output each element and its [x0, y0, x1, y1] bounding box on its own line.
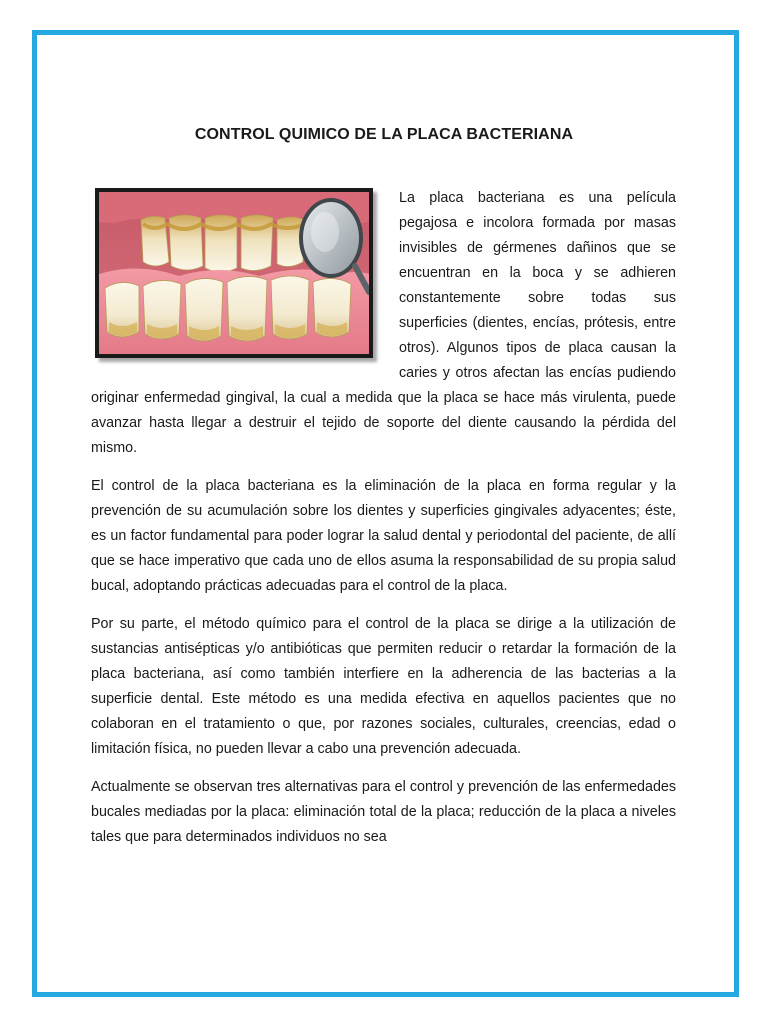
teeth-plaque-image	[99, 192, 369, 354]
paragraph-2: El control de la placa bacteriana es la eliminación de la placa en forma regular y la prevención de su acumulación sobre los dientes y superficies gingivales adyacentes; éste, es un factor fundamental para poder lograr la salud dental y periodontal del paciente, de allí que se hace imperativo que cada uno de ellos asuma la responsabilidad de su propia salud bucal, adoptando prácticas adecuadas para el control de la placa.	[91, 478, 676, 594]
paragraph-4: Actualmente se observan tres alternativas para el control y prevención de las enfermedades bucales mediadas por la placa: eliminación total de la placa; reducción de la placa a niveles tales que para determinados individuos no sea	[91, 779, 676, 845]
teeth-plaque-illustration	[95, 188, 373, 358]
document-title: CONTROL QUIMICO DE LA PLACA BACTERIANA	[194, 126, 574, 143]
paragraph-1: La placa bacteriana es una película pegajosa e incolora formada por masas invisibles de gérmenes dañinos que se encuentran en la boca y se adhieren constantemente sobre todas sus superficies (dientes, encías, prótesis, entre otros). Algunos tipos de placa causan la caries y otros afectan las encías pudiendo originar enfermedad gingival, la cual a medida que la placa se hace más virulenta, puede avanzar hasta llegar a destruir el tejido de soporte del diente causando la pérdida del mismo.	[91, 190, 676, 456]
paragraph-3: Por su parte, el método químico para el control de la placa se dirige a la utilización de sustancias antisépticas y/o antibióticas que permiten reducir o retardar la formación de la placa bacteriana, así como también interfiere en la adherencia de las bacterias a la superficie dental. Este método es una medida efectiva en aquellos pacientes que no colaboran en el tratamiento o que, por razones sociales, culturales, creencias, edad o limitación física, no pueden llevar a cabo una prevención adecuada.	[91, 616, 676, 757]
document-body	[91, 186, 676, 863]
